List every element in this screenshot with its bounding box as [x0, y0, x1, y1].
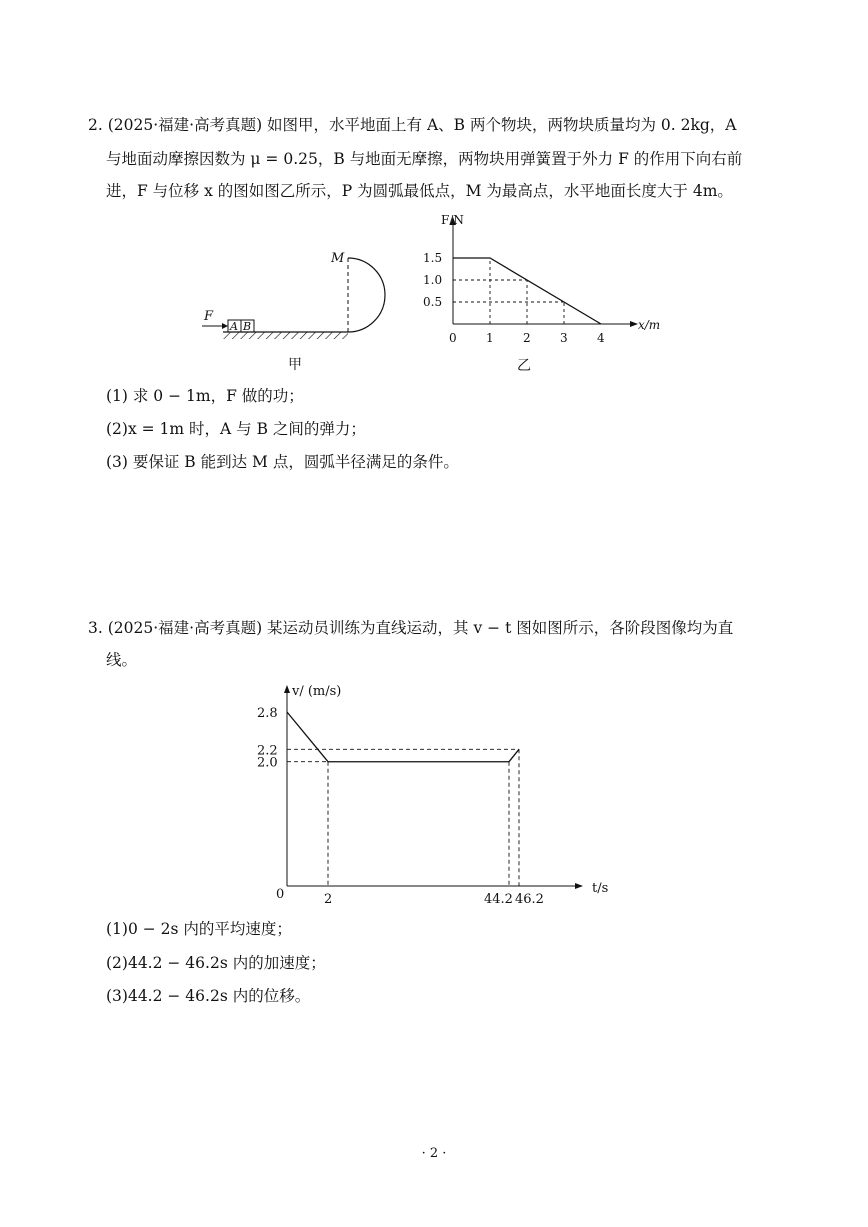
y-axis-label: v/ (m/s)	[292, 684, 342, 699]
x-axis-label: t/s	[592, 881, 609, 896]
x-tick-label: 2	[324, 892, 333, 907]
q3-sub-2: (2)44.2 − 46.2s 内的加速度；	[106, 954, 326, 972]
y-tick-label: 1.0	[423, 273, 443, 287]
q2-sub-2: (2)x = 1m 时，A 与 B 之间的弹力；	[106, 420, 366, 438]
x-tick-label: 0	[276, 887, 285, 902]
figure-jia-caption: 甲	[288, 357, 302, 373]
y-tick-label: 2.2	[257, 743, 278, 759]
q2-line-3: 进，F 与位移 x 的图如图乙所示，P 为圆弧最低点，M 为最高点，水平地面长度大于 4m。	[106, 182, 733, 200]
y-axis-label: F/N	[441, 213, 464, 227]
series-line-velocity	[287, 712, 519, 762]
x-tick-label: 44.2	[484, 892, 513, 907]
figure-jia	[195, 240, 405, 375]
semicircle-track	[348, 258, 385, 332]
force-arrow-head	[222, 323, 228, 329]
q3-sub-1: (1)0 − 2s 内的平均速度；	[106, 920, 292, 938]
ground-hatch	[223, 332, 348, 339]
x-axis-label: x/m	[638, 318, 661, 332]
page-number: · 2 ·	[421, 1146, 447, 1161]
x-tick-label: 1	[486, 331, 494, 345]
x-tick-label: 3	[560, 331, 568, 345]
y-tick-label: 2.0	[257, 755, 278, 771]
x-tick-label: 4	[597, 331, 605, 345]
x-tick-label: 46.2	[515, 892, 544, 907]
q2-line-1: 2. (2025·福建·高考真题) 如图甲，水平地面上有 A、B 两个物块，两物块质量均为 0. 2kg，A	[88, 116, 737, 134]
block-a-label: A	[230, 320, 238, 333]
q3-line-2: 线。	[106, 651, 138, 669]
q2-line-2: 与地面动摩擦因数为 μ = 0.25，B 与地面无摩擦，两物块用弹簧置于外力 F 的作用下向右前	[106, 150, 743, 168]
point-m-label: M	[331, 251, 345, 266]
x-tick-label: 0	[449, 331, 457, 345]
x-tick-label: 2	[523, 331, 531, 345]
block-b-label: B	[243, 320, 252, 333]
vt-chart	[250, 678, 630, 910]
y-tick-label: 1.5	[423, 251, 443, 265]
yi-caption: 乙	[517, 358, 531, 374]
q2-sub-3: (3) 要保证 B 能到达 M 点，圆弧半径满足的条件。	[106, 453, 459, 471]
q2-sub-1: (1) 求 0 − 1m，F 做的功；	[106, 387, 304, 405]
y-tick-label: 2.8	[257, 706, 278, 721]
q3-sub-3: (3)44.2 − 46.2s 内的位移。	[106, 987, 311, 1005]
q3-line-1: 3. (2025·福建·高考真题) 某运动员训练为直线运动，其 v − t 图如图所示，各阶段图像均为直	[88, 619, 734, 637]
force-label: F	[204, 309, 214, 324]
figure-yi-chart	[415, 210, 675, 375]
y-tick-label: 0.5	[423, 295, 443, 309]
